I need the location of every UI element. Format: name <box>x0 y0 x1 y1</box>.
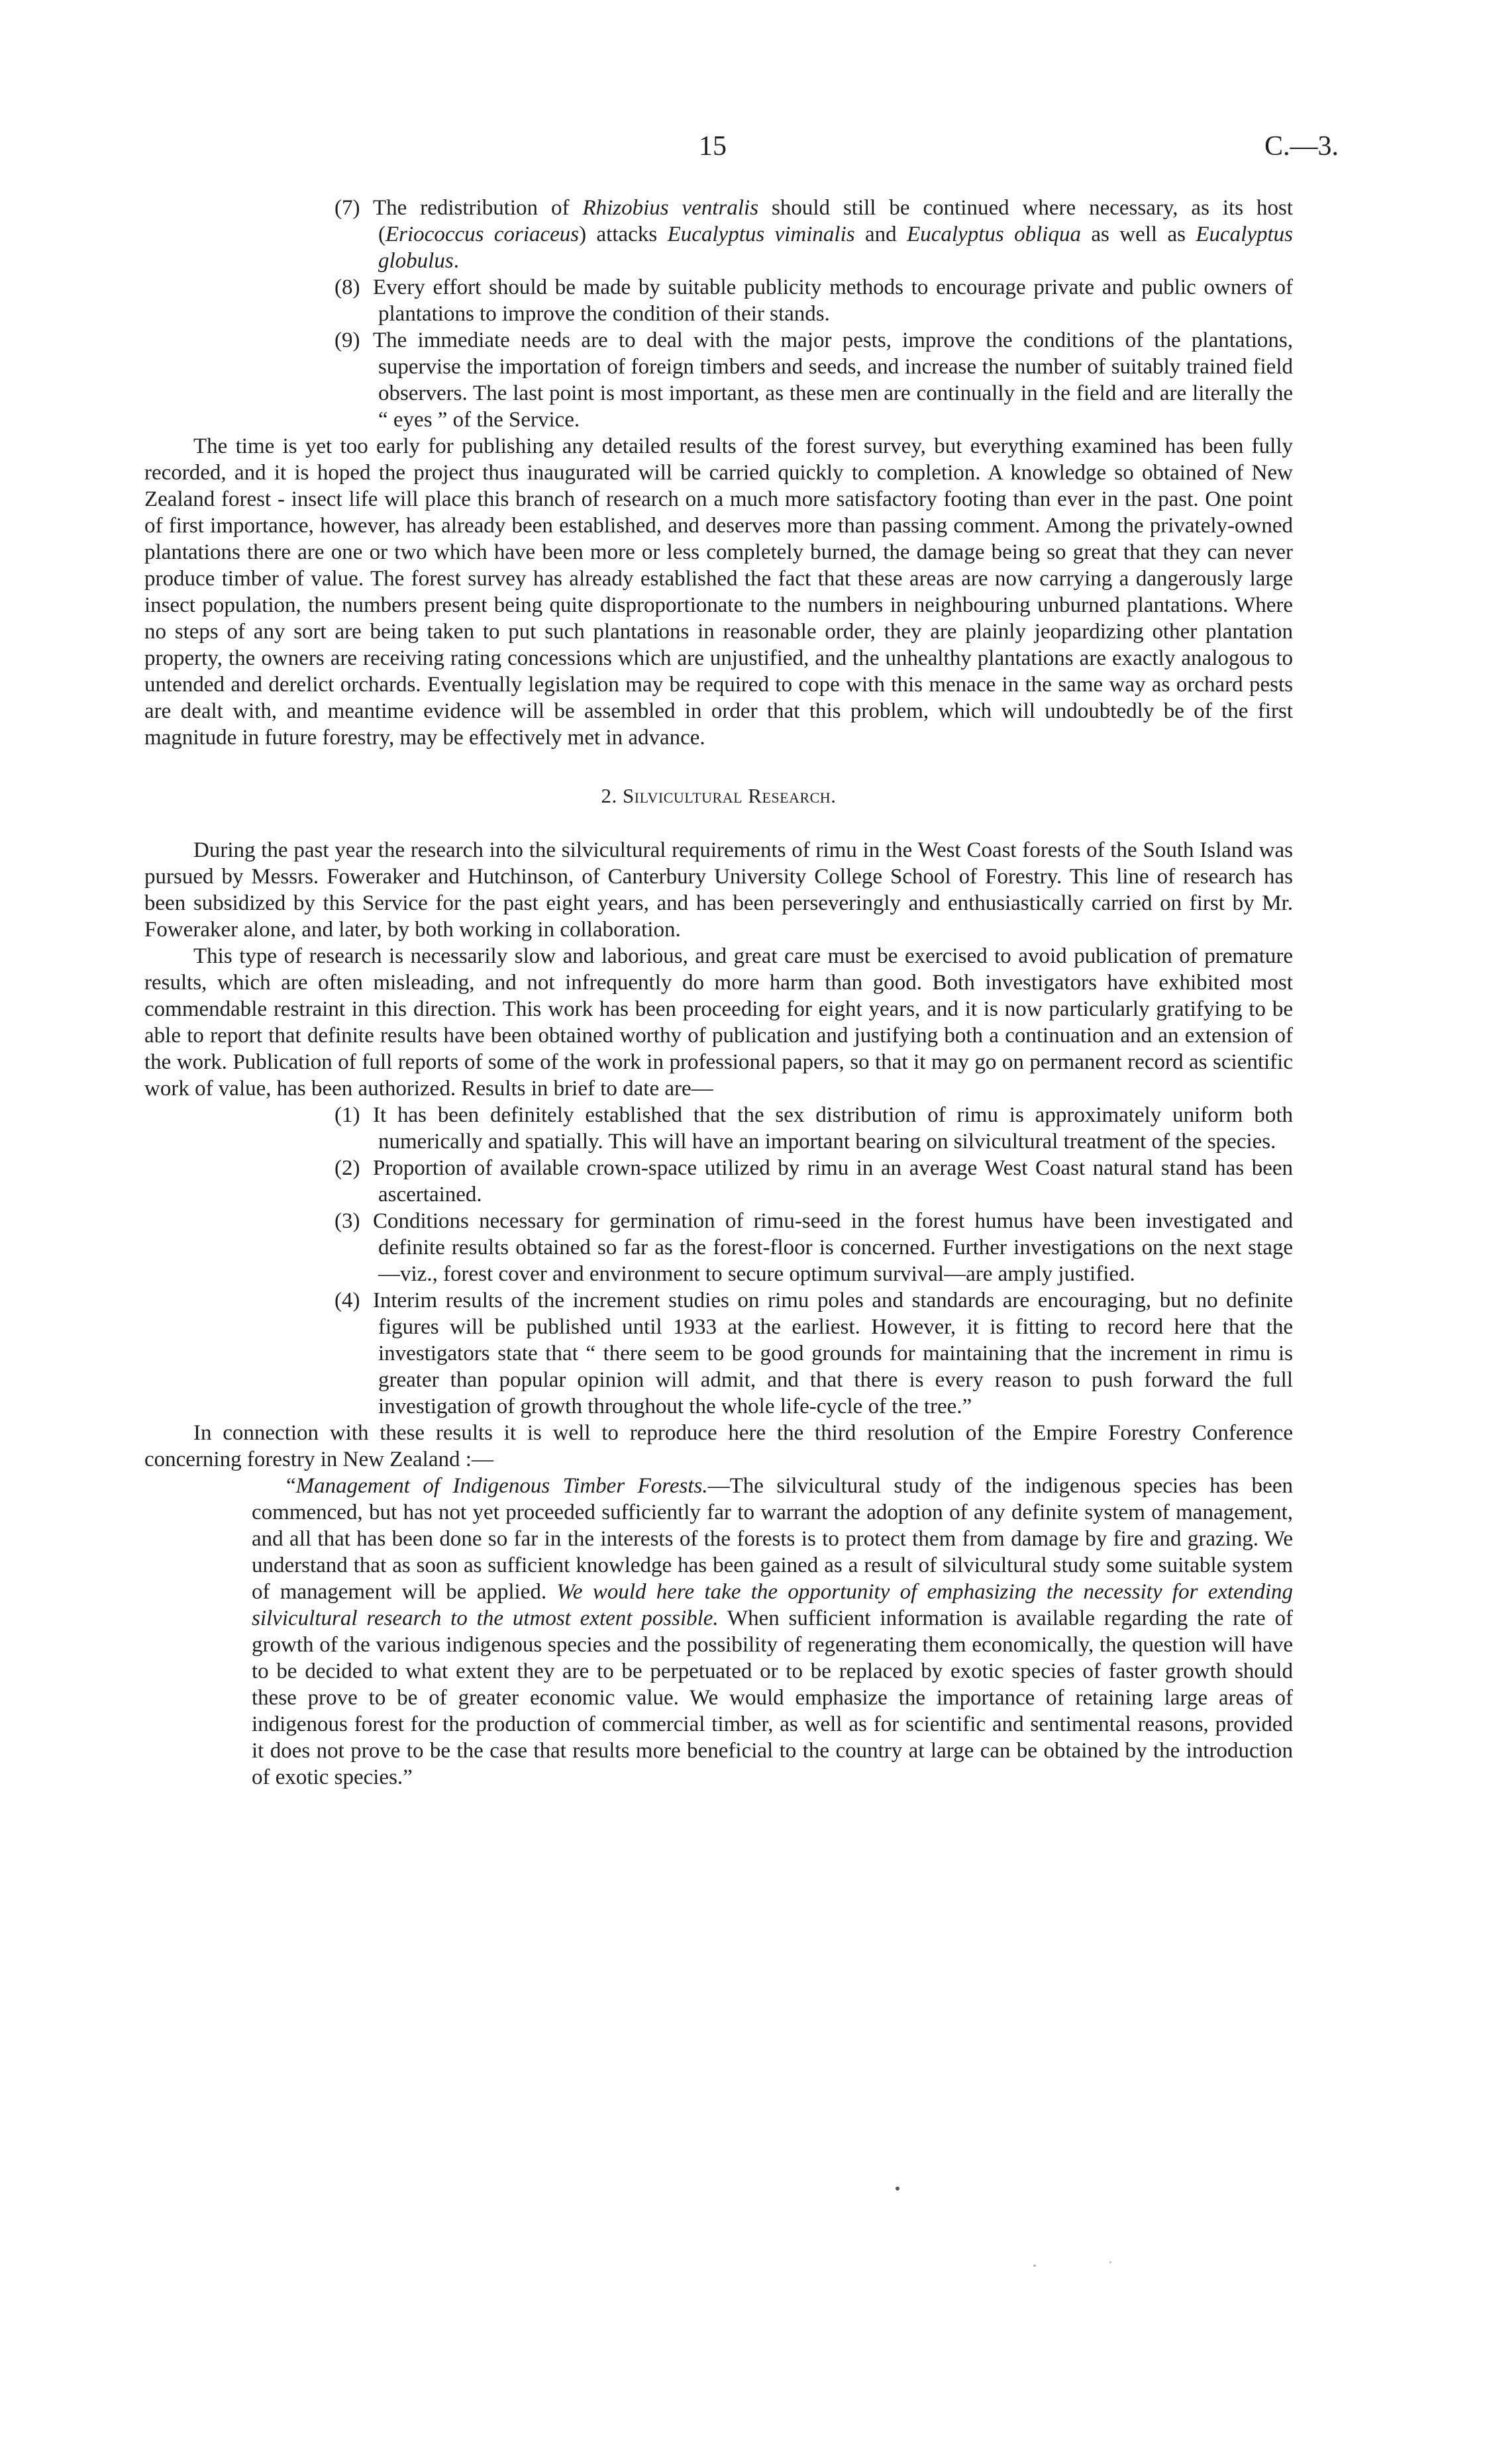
item-number: (7) <box>334 196 360 220</box>
scan-speck <box>896 2187 899 2191</box>
result-item <box>221 1102 1293 1155</box>
result-item <box>221 1155 1293 1208</box>
section-heading: 2. Silvicultural Research. <box>601 784 837 807</box>
item-number: (1) <box>334 1103 360 1127</box>
item-number: (4) <box>334 1289 360 1312</box>
page-number: 15 <box>699 131 727 162</box>
document-code: C.—3. <box>1264 131 1339 162</box>
research-paragraph: During the past year the research into the silvicultural requirements of rimu in the West Coast forests of the South Island was pursued by Messrs. Foweraker and Hutchinson, of Canterbury University College School of Forestry. This line of research has been subsidized by this Service for the past eight years, and has been perseveringly and enthusiastically carried on first by Mr. Foweraker alone, and later, by both working in collaboration. <box>144 838 1293 942</box>
scan-speck <box>1109 2261 1111 2263</box>
item-number: (8) <box>334 275 360 299</box>
quote-emphasis: We would here take the opportunity of emphasizing the necessity for extending silvicultural research to the utmost extent possible. <box>252 1580 1293 1630</box>
quote-heading: Management of Indigenous Timber Forests. <box>295 1474 708 1498</box>
item-text: Proportion of available crown-space utilized by rimu in an average West Coast natural stand has been ascertained. <box>373 1156 1293 1207</box>
list-item: (7) The redistribution of Rhizobius ventralis should still be continued where necessary, as its host (Eriococcus coriaceus) attacks Eucalyptus viminalis and Eucalyptus obliqua as well as Eucalyptus globulus. <box>334 196 1294 273</box>
scan-speck <box>1033 2265 1036 2267</box>
conference-quote: “Management of Indigenous Timber Forests.—The silvicultural study of the indigenous species has been commenced, but has not yet proceeded sufficiently far to warrant the adoption of any definite system of management, and all that has been done so far in the interests of the forests is to protect them from damage by fire and grazing. We understand that as soon as sufficient knowledge has been gained as a result of silvicultural study some suitable system of management will be applied. We would here take the opportunity of emphasizing the necessity for extending silvicultural research to the utmost extent possible. When sufficient information is available regarding the rate of growth of the various indigenous species and the possibility of regenerating them economically, the question will have to be decided to what extent they are to be perpetuated or to be replaced by exotic species of faster growth should these prove to be of greater economic value. We would emphasize the importance of retaining large areas of indigenous forest for the production of commercial timber, as well as for scientific and sentimental reasons, provided it does not prove to be the case that results more beneficial to the country at large can be obtained by the introduction of exotic species.” <box>252 1474 1293 1789</box>
conference-intro: In connection with these results it is well to reproduce here the third resolution of the Empire Forestry Conference concerning forestry in New Zealand :— <box>144 1421 1293 1471</box>
item-text: Conditions necessary for germination of rimu-seed in the forest humus have been investigated and definite results obtained so far as the forest-floor is concerned. Further investigations on the next stage—viz., forest cover and environment to secure optimum survival—are amply justified. <box>373 1209 1293 1286</box>
research-paragraph: This type of research is necessarily slow and laborious, and great care must be exercised to avoid publication of premature results, which are often misleading, and not infrequently do more harm than good. Both investigators have exhibited most commendable restraint in this direction. This work has been proceeding for eight years, and it is now particularly gratifying to be able to report that definite results have been obtained worthy of publication and justifying both a continuation and an extension of the work. Publication of full reports of some of the work in professional papers, so that it may go on permanent record as scientific work of value, has been authorized. Results in brief to date are— <box>144 944 1293 1101</box>
page-body <box>144 195 1293 1791</box>
item-number: (3) <box>334 1209 360 1233</box>
item-text: Interim results of the increment studies on rimu poles and standards are encouraging, but no definite figures will be published until 1933 at the earliest. However, it is fitting to record here that the investigators state that “ there seem to be good grounds for maintaining that the increment in rimu is greater than popular opinion will admit, and that there is every reason to push forward the full investigation of growth throughout the whole life-cycle of the tree.” <box>373 1289 1293 1418</box>
result-item <box>221 1287 1293 1420</box>
list-item <box>221 327 1293 433</box>
survey-paragraph: The time is yet too early for publishing any detailed results of the forest survey, but everything examined has been fully recorded, and it is hoped the project thus inaugurated will be carried quickly to completion. A knowledge so obtained of New Zealand forest - insect life will place this branch of research on a much more satisfactory footing than ever in the past. One point of first importance, however, has already been established, and deserves more than passing comment. Among the privately-owned plantations there are one or two which have been more or less completely burned, the damage being so great that they can never produce timber of value. The forest survey has already established the fact that these areas are now carrying a dangerously large insect population, the numbers present being quite disproportionate to the numbers in neighbouring unburned plantations. Where no steps of any sort are being taken to put such plantations in reasonable order, they are plainly jeopardizing other plantation property, the owners are receiving rating concessions which are unjustified, and the unhealthy plantations are exactly analogous to untended and derelict orchards. Eventually legislation may be required to cope with this menace in the same way as orchard pests are dealt with, and meantime evidence will be assembled in order that this problem, which will undoubtedly be of the first magnitude in future forestry, may be effectively met in advance. <box>144 434 1293 750</box>
item-number: (9) <box>334 328 360 352</box>
item-text: It has been definitely established that the sex distribution of rimu is approximately uniform both numerically and spatially. This will have an important bearing on silvicultural treatment of the species. <box>373 1103 1293 1154</box>
item-number: (2) <box>334 1156 360 1180</box>
item-text: Every effort should be made by suitable publicity methods to encourage private and public owners of plantations to improve the condition of their stands. <box>373 275 1293 326</box>
result-item <box>221 1208 1293 1287</box>
item-text: The immediate needs are to deal with the major pests, improve the conditions of the plantations, supervise the importation of foreign timbers and seeds, and increase the number of suitably trained field observers. The last point is most important, as these men are continually in the field and are literally the “ eyes ” of the Service. <box>373 328 1293 432</box>
list-item <box>221 274 1293 327</box>
